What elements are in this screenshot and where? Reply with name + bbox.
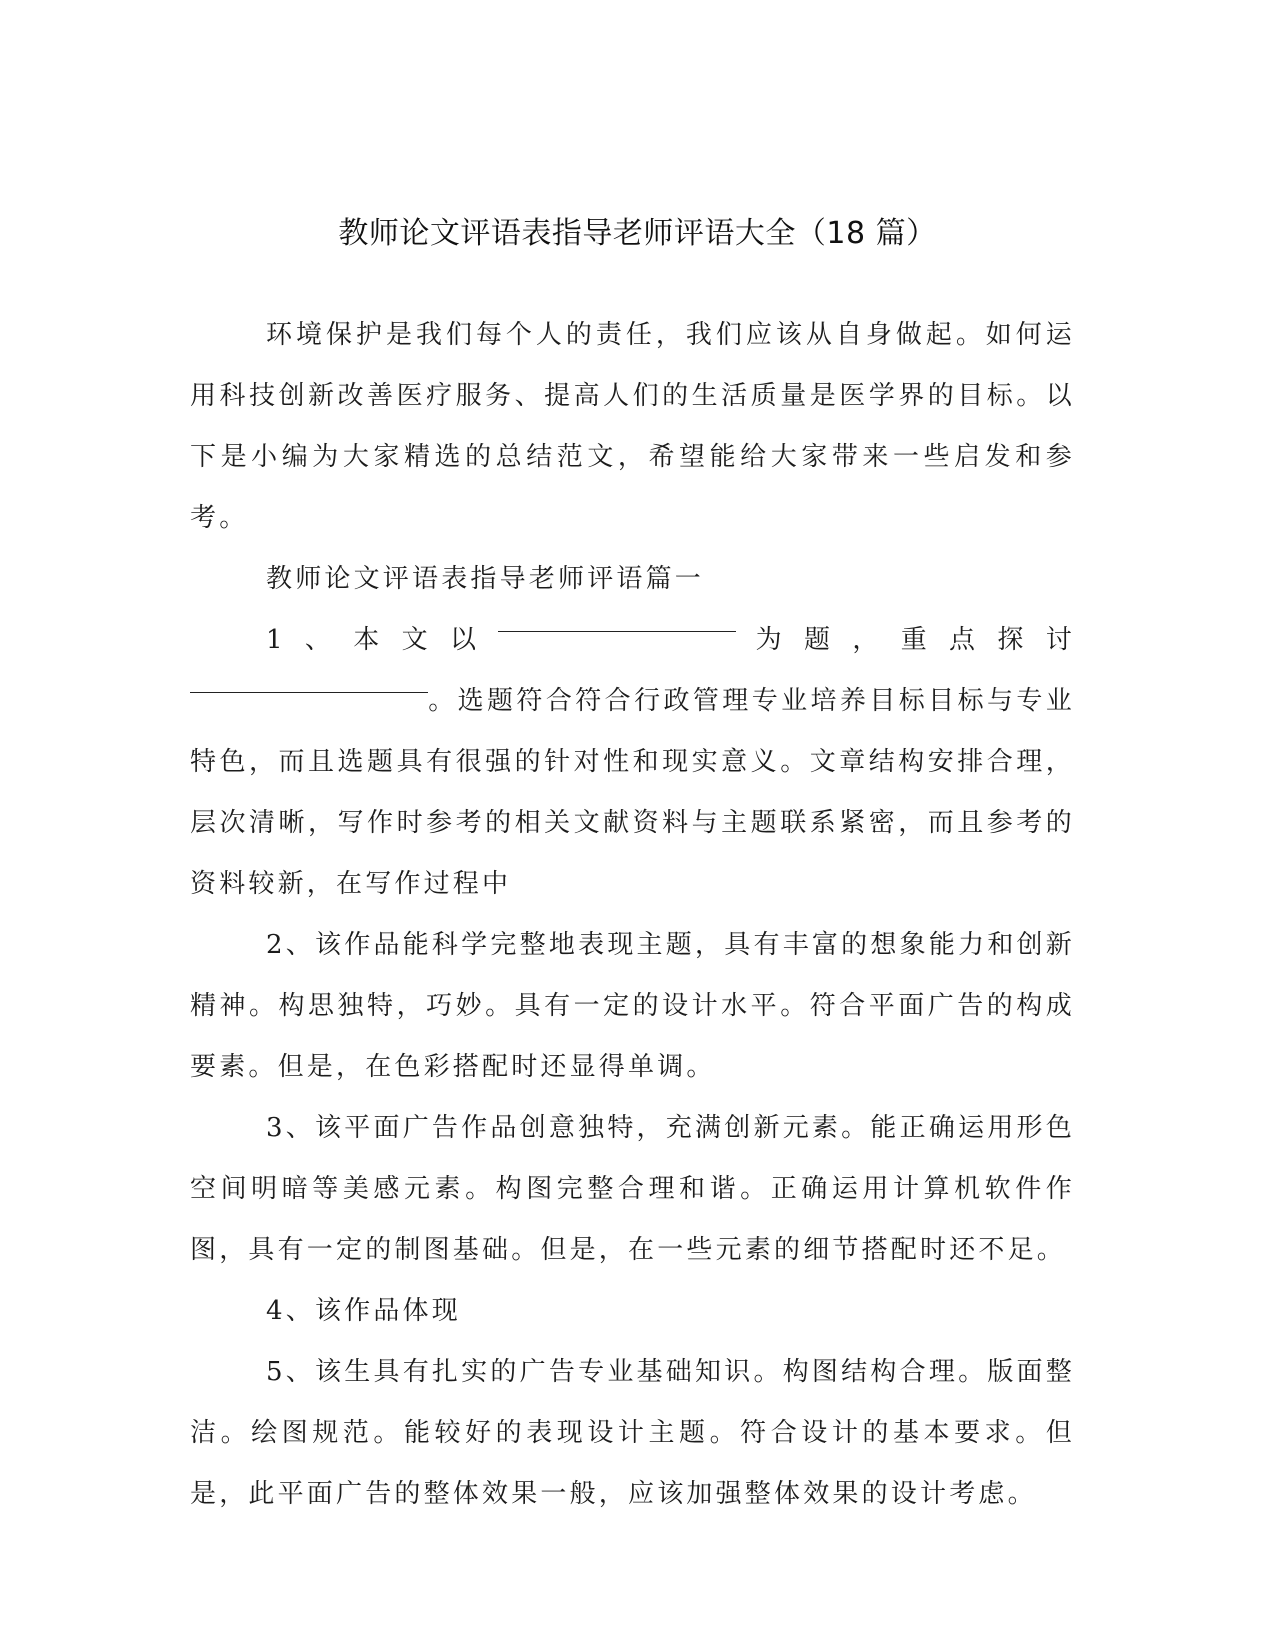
section-heading: 教师论文评语表指导老师评语篇一 [266,564,705,594]
comment-item-5: 5、该生具有扎实的广告专业基础知识。构图结构合理。版面整洁。绘图规范。能较好的表现设计主题。符合设计的基本要求。但是，此平面广告的整体效果一般，应该加强整体效果的设计考虑。 [190,1357,1075,1509]
comment-item-3: 3、该平面广告作品创意独特，充满创新元素。能正确运用形色空间明暗等美感元素。构图完整合理和谐。正确运用计算机软件作图，具有一定的制图基础。但是，在一些元素的细节搭配时还不足。 [190,1113,1075,1265]
comment-item-1 [190,610,1075,915]
comment-item-2: 2、该作品能科学完整地表现主题，具有丰富的想象能力和创新精神。构思独特，巧妙。具有一定的设计水平。符合平面广告的构成要素。但是，在色彩搭配时还显得单调。 [190,930,1075,1082]
item1-tail-text: 。选题符合符合行政管理专业培养目标目标与专业特色，而且选题具有很强的针对性和现实意义。文章结构安排合理，层次清晰，写作时参考的相关文献资料与主题联系紧密，而且参考的资料较新，在写作过程中 [190,686,1075,899]
fill-blank-focus [190,692,428,693]
comment-item-4: 4、该作品体现 [266,1296,461,1326]
document-body [190,305,1075,1525]
item1-lead-text: 1、本文以 [266,625,499,655]
document-title: 教师论文评语表指导老师评语大全（18 篇） [338,216,937,251]
intro-paragraph: 环境保护是我们每个人的责任，我们应该从自身做起。如何运用科技创新改善医疗服务、提高人们的生活质量是医学界的目标。以下是小编为大家精选的总结范文，希望能给大家带来一些启发和参考。 [190,320,1075,533]
fill-blank-topic [498,631,736,632]
item1-mid-text: 为题，重点探讨 [736,625,1076,655]
